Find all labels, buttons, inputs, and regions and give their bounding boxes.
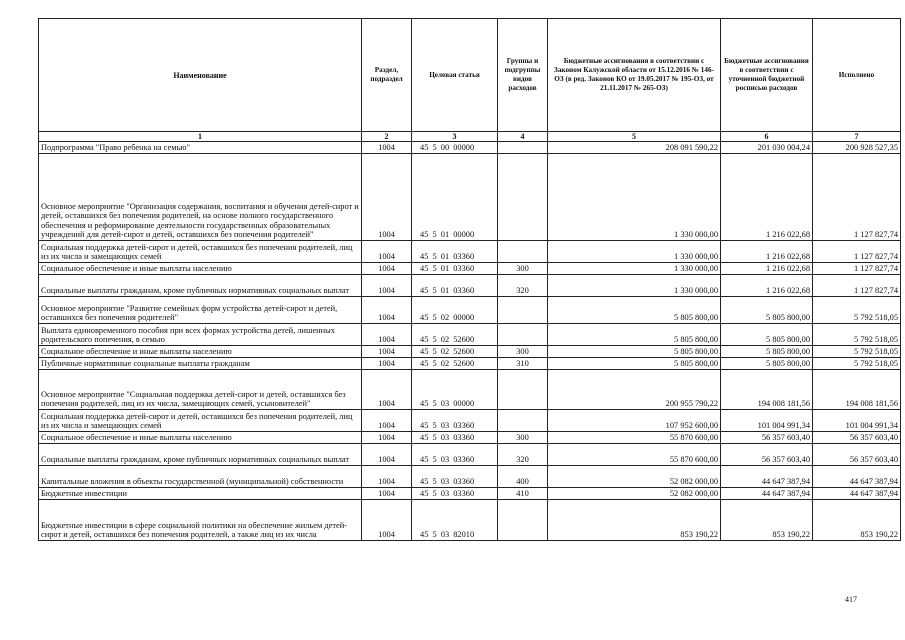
row-target: 45 5 03 82010 bbox=[412, 500, 498, 541]
column-number: 2 bbox=[362, 132, 412, 142]
row-target: 45 5 03 03360 bbox=[412, 466, 498, 488]
row-name: Социальная поддержка детей-сирот и детей, оставшихся без попечения родителей, лиц из их числа и замещающих семей bbox=[39, 241, 362, 263]
row-budget-law: 52 082 000,00 bbox=[548, 466, 721, 488]
row-name: Социальное обеспечение и иные выплаты населению bbox=[39, 263, 362, 275]
row-budget-refined: 1 216 022,68 bbox=[721, 263, 813, 275]
row-target: 45 5 02 52600 bbox=[412, 324, 498, 346]
row-budget-refined: 194 008 181,56 bbox=[721, 370, 813, 410]
row-name: Выплата единовременного пособия при всех формах устройства детей, лишенных родительского попечения, в семью bbox=[39, 324, 362, 346]
table-row bbox=[39, 488, 901, 500]
row-section: 1004 bbox=[362, 410, 412, 432]
row-section: 1004 bbox=[362, 154, 412, 241]
row-budget-refined: 56 357 603,40 bbox=[721, 432, 813, 444]
page-number: 417 bbox=[845, 595, 857, 604]
row-name: Социальное обеспечение и иные выплаты населению bbox=[39, 432, 362, 444]
row-section: 1004 bbox=[362, 444, 412, 466]
row-target: 45 5 03 00000 bbox=[412, 370, 498, 410]
row-section: 1004 bbox=[362, 275, 412, 297]
row-target: 45 5 03 03360 bbox=[412, 432, 498, 444]
row-target: 45 5 02 00000 bbox=[412, 297, 498, 324]
row-executed: 5 792 518,05 bbox=[813, 346, 901, 358]
row-group: 320 bbox=[498, 275, 548, 297]
row-target: 45 5 01 03360 bbox=[412, 275, 498, 297]
row-section: 1004 bbox=[362, 142, 412, 154]
row-group bbox=[498, 241, 548, 263]
row-group bbox=[498, 500, 548, 541]
row-executed: 1 127 827,74 bbox=[813, 241, 901, 263]
row-section: 1004 bbox=[362, 466, 412, 488]
row-name: Основное мероприятие "Социальная поддержка детей-сирот и детей, оставшихся без попечения родителей, лиц из их числа, замещающих семей, усыновителей" bbox=[39, 370, 362, 410]
column-number: 5 bbox=[548, 132, 721, 142]
row-executed: 200 928 527,35 bbox=[813, 142, 901, 154]
column-number: 4 bbox=[498, 132, 548, 142]
row-target: 45 5 03 03360 bbox=[412, 488, 498, 500]
row-section: 1004 bbox=[362, 358, 412, 370]
row-target: 45 5 02 52600 bbox=[412, 346, 498, 358]
row-name: Подпрограмма "Право ребенка на семью" bbox=[39, 142, 362, 154]
row-section: 1004 bbox=[362, 432, 412, 444]
row-budget-law: 5 805 800,00 bbox=[548, 297, 721, 324]
row-executed: 5 792 518,05 bbox=[813, 358, 901, 370]
row-name: Бюджетные инвестиции bbox=[39, 488, 362, 500]
table-row bbox=[39, 500, 901, 541]
row-name: Социальное обеспечение и иные выплаты населению bbox=[39, 346, 362, 358]
row-target: 45 5 02 52600 bbox=[412, 358, 498, 370]
row-section: 1004 bbox=[362, 263, 412, 275]
header-name: Наименование bbox=[39, 19, 362, 132]
header-target: Целевая статья bbox=[412, 19, 498, 132]
row-section: 1004 bbox=[362, 297, 412, 324]
row-budget-law: 208 091 590,22 bbox=[548, 142, 721, 154]
row-budget-law: 200 955 790,22 bbox=[548, 370, 721, 410]
row-budget-law: 5 805 800,00 bbox=[548, 358, 721, 370]
table-row bbox=[39, 324, 901, 346]
row-budget-refined: 853 190,22 bbox=[721, 500, 813, 541]
row-executed: 1 127 827,74 bbox=[813, 154, 901, 241]
row-budget-refined: 101 004 991,34 bbox=[721, 410, 813, 432]
row-group bbox=[498, 154, 548, 241]
row-executed: 5 792 518,05 bbox=[813, 324, 901, 346]
row-group: 300 bbox=[498, 346, 548, 358]
row-budget-law: 1 330 000,00 bbox=[548, 275, 721, 297]
row-name: Публичные нормативные социальные выплаты гражданам bbox=[39, 358, 362, 370]
column-number: 6 bbox=[721, 132, 813, 142]
column-number: 3 bbox=[412, 132, 498, 142]
row-group bbox=[498, 297, 548, 324]
row-budget-refined: 1 216 022,68 bbox=[721, 154, 813, 241]
header-row bbox=[39, 19, 901, 132]
row-budget-law: 5 805 800,00 bbox=[548, 346, 721, 358]
row-budget-refined: 56 357 603,40 bbox=[721, 444, 813, 466]
row-group: 400 bbox=[498, 466, 548, 488]
table-row bbox=[39, 241, 901, 263]
row-budget-law: 55 870 600,00 bbox=[548, 432, 721, 444]
row-budget-law: 1 330 000,00 bbox=[548, 154, 721, 241]
header-budget-law: Бюджетные ассигнования в соответствии с Законом Калужской области от 15.12.2016 № 146-ОЗ (в ред. Законов КО от 19.05.2017 № 195-ОЗ, от 21.11.2017 № 265-ОЗ) bbox=[548, 19, 721, 132]
table-row bbox=[39, 444, 901, 466]
header-group: Группы и подгруппы видов расходов bbox=[498, 19, 548, 132]
row-name: Социальные выплаты гражданам, кроме публичных нормативных социальных выплат bbox=[39, 275, 362, 297]
row-budget-refined: 1 216 022,68 bbox=[721, 275, 813, 297]
row-executed: 853 190,22 bbox=[813, 500, 901, 541]
row-section: 1004 bbox=[362, 346, 412, 358]
row-budget-refined: 44 647 387,94 bbox=[721, 488, 813, 500]
row-executed: 56 357 603,40 bbox=[813, 444, 901, 466]
row-target: 45 5 03 03360 bbox=[412, 410, 498, 432]
row-budget-refined: 5 805 800,00 bbox=[721, 346, 813, 358]
header-budget-refined: Бюджетные ассигнования в соответствии с уточненной бюджетной росписью расходов bbox=[721, 19, 813, 132]
row-section: 1004 bbox=[362, 488, 412, 500]
column-number: 1 bbox=[39, 132, 362, 142]
table-row bbox=[39, 370, 901, 410]
row-name: Бюджетные инвестиции в сфере социальной политики на обеспечение жильем детей-сирот и детей, оставшихся без попечения родителей, а также лиц из их числа bbox=[39, 500, 362, 541]
table-row bbox=[39, 346, 901, 358]
budget-table bbox=[38, 18, 901, 541]
table-row bbox=[39, 432, 901, 444]
table-row bbox=[39, 142, 901, 154]
row-section: 1004 bbox=[362, 324, 412, 346]
row-name: Социальная поддержка детей-сирот и детей, оставшихся без попечения родителей, лиц из их числа и замещающих семей bbox=[39, 410, 362, 432]
table-body bbox=[39, 142, 901, 541]
row-section: 1004 bbox=[362, 500, 412, 541]
row-group: 410 bbox=[498, 488, 548, 500]
row-executed: 101 004 991,34 bbox=[813, 410, 901, 432]
header-executed: Исполнено bbox=[813, 19, 901, 132]
header-section: Раздел, подраздел bbox=[362, 19, 412, 132]
row-executed: 5 792 518,05 bbox=[813, 297, 901, 324]
table-row bbox=[39, 466, 901, 488]
row-group: 320 bbox=[498, 444, 548, 466]
budget-document bbox=[38, 18, 901, 541]
row-name: Социальные выплаты гражданам, кроме публичных нормативных социальных выплат bbox=[39, 444, 362, 466]
row-target: 45 5 03 03360 bbox=[412, 444, 498, 466]
row-budget-law: 1 330 000,00 bbox=[548, 241, 721, 263]
row-budget-refined: 5 805 800,00 bbox=[721, 324, 813, 346]
row-budget-refined: 201 030 004,24 bbox=[721, 142, 813, 154]
row-target: 45 5 01 03360 bbox=[412, 241, 498, 263]
row-name: Основное мероприятие "Организация содержания, воспитания и обучения детей-сирот и детей, оставшихся без попечения родителей, на основе полного государственного обеспечения и реформирование деятельности государственных образовательных учреждений для детей-сирот и детей, оставшихся без попечения родителей" bbox=[39, 154, 362, 241]
row-executed: 44 647 387,94 bbox=[813, 488, 901, 500]
table-row bbox=[39, 154, 901, 241]
row-group bbox=[498, 324, 548, 346]
row-target: 45 5 01 00000 bbox=[412, 154, 498, 241]
row-name: Капитальные вложения в объекты государственной (муниципальной) собственности bbox=[39, 466, 362, 488]
row-group: 300 bbox=[498, 263, 548, 275]
table-row bbox=[39, 275, 901, 297]
row-budget-refined: 44 647 387,94 bbox=[721, 466, 813, 488]
row-budget-law: 5 805 800,00 bbox=[548, 324, 721, 346]
row-executed: 1 127 827,74 bbox=[813, 275, 901, 297]
row-budget-law: 52 082 000,00 bbox=[548, 488, 721, 500]
row-executed: 44 647 387,94 bbox=[813, 466, 901, 488]
row-group bbox=[498, 410, 548, 432]
row-group bbox=[498, 142, 548, 154]
table-row bbox=[39, 263, 901, 275]
row-budget-law: 55 870 600,00 bbox=[548, 444, 721, 466]
row-executed: 1 127 827,74 bbox=[813, 263, 901, 275]
column-number: 7 bbox=[813, 132, 901, 142]
row-budget-refined: 5 805 800,00 bbox=[721, 358, 813, 370]
row-group bbox=[498, 370, 548, 410]
row-budget-refined: 5 805 800,00 bbox=[721, 297, 813, 324]
table-row bbox=[39, 410, 901, 432]
row-budget-refined: 1 216 022,68 bbox=[721, 241, 813, 263]
row-group: 310 bbox=[498, 358, 548, 370]
table-row bbox=[39, 358, 901, 370]
row-section: 1004 bbox=[362, 241, 412, 263]
row-name: Основное мероприятие "Развитие семейных форм устройства детей-сирот и детей, оставшихся без попечения родителей" bbox=[39, 297, 362, 324]
row-executed: 194 008 181,56 bbox=[813, 370, 901, 410]
table-row bbox=[39, 297, 901, 324]
row-target: 45 5 00 00000 bbox=[412, 142, 498, 154]
row-budget-law: 107 952 600,00 bbox=[548, 410, 721, 432]
row-group: 300 bbox=[498, 432, 548, 444]
row-budget-law: 853 190,22 bbox=[548, 500, 721, 541]
row-target: 45 5 01 03360 bbox=[412, 263, 498, 275]
row-section: 1004 bbox=[362, 370, 412, 410]
column-number-row bbox=[39, 132, 901, 142]
row-executed: 56 357 603,40 bbox=[813, 432, 901, 444]
row-budget-law: 1 330 000,00 bbox=[548, 263, 721, 275]
